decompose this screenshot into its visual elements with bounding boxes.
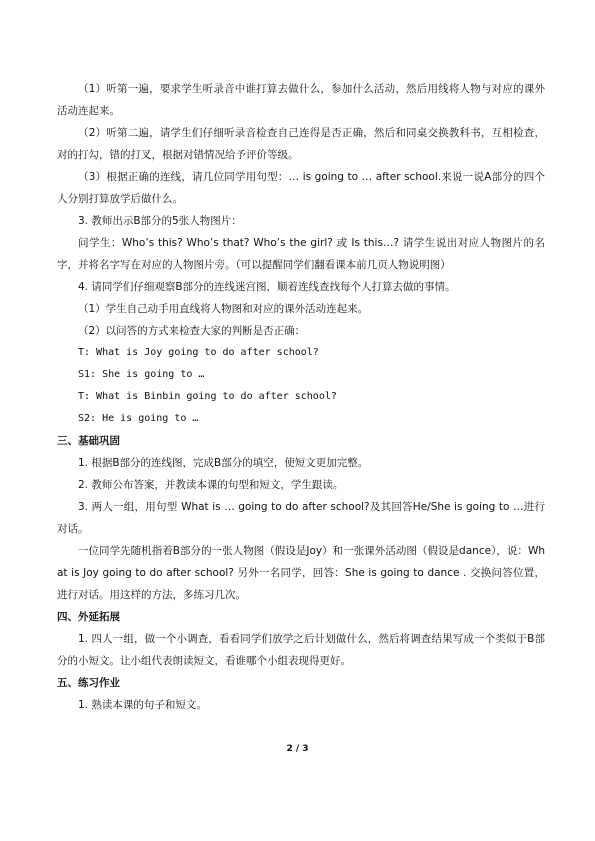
list-item: 2. 教师公布答案，并教读本课的句型和短文，学生跟读。 — [78, 479, 344, 491]
list-item: 3. 两人一组，用句型 What is … going to do after school?及其回答He/She is going to …进行对话。 — [57, 501, 545, 535]
paragraph-ask-students: 问学生：Who’s this? Who’s that? Who’s the girl? 或 Is this…? 请学生说出对应人物图片的名字，并将名字写在对应的人物图片旁。（可以提醒同学们翻看课本前几页人物说明图） — [57, 237, 545, 271]
paragraph-show-pictures: 3. 教师出示B部分的5张人物图片： — [78, 215, 242, 227]
paragraph-draw-lines: （1）学生自己动手用直线将人物图和对应的课外活动连起来。 — [78, 303, 369, 315]
list-item: 1. 熟读本课的句子和短文。 — [78, 699, 207, 711]
list-item: 1. 四人一组，做一个小调查，看看同学们放学之后计划做什么，然后将调查结果写成一个类似于B部分的小短文。让小组代表朗读短文，看谁哪个小组表现得更好。 — [57, 633, 545, 667]
paragraph-listen-second: （2）听第二遍，请学生们仔细听录音检查自己连得是否正确，然后和同桌交换教科书，互相检查，对的打勾，错的打叉，根据对错情况给予评价等级。 — [57, 127, 545, 161]
paragraph-check-answers: （2）以问答的方式来检查大家的判断是否正确： — [78, 325, 306, 337]
list-item: 一位同学先随机指着B部分的一张人物图（假设是Joy）和一张课外活动图（假设是dance），说：What is Joy going to do after school? 另外一名同学，回答：She is going to dance . 交换问答位置，进行对话。用这样的方法，多练习几次。 — [57, 545, 545, 601]
paragraph-use-pattern: （3）根据正确的连线，请几位同学用句型：… is going to … after school.来说一说A部分的四个人分别打算放学后做什么。 — [57, 171, 545, 205]
section-heading-extension: 四、外延拓展 — [57, 611, 120, 623]
section-heading-consolidation: 三、基础巩固 — [57, 435, 120, 447]
page-content — [57, 78, 545, 716]
section-heading-homework: 五、练习作业 — [57, 677, 120, 689]
list-item: 1. 根据B部分的连线图，完成B部分的填空，使短文更加完整。 — [78, 457, 369, 469]
page-number: 2 / 3 — [286, 744, 309, 754]
paragraph-observe-maze: 4. 请同学们仔细观察B部分的连线迷宫图，顺着连线查找每个人打算去做的事情。 — [78, 281, 456, 293]
dialogue-line: S1: She is going to … — [78, 369, 205, 380]
dialogue-line: T: What is Binbin going to do after school? — [78, 391, 337, 402]
dialogue-line: S2: He is going to … — [78, 413, 199, 424]
dialogue-line: T: What is Joy going to do after school? — [78, 347, 319, 358]
paragraph-listen-first: （1）听第一遍，要求学生听录音中谁打算去做什么，参加什么活动，然后用线将人物与对应的课外活动连起来。 — [57, 83, 545, 117]
